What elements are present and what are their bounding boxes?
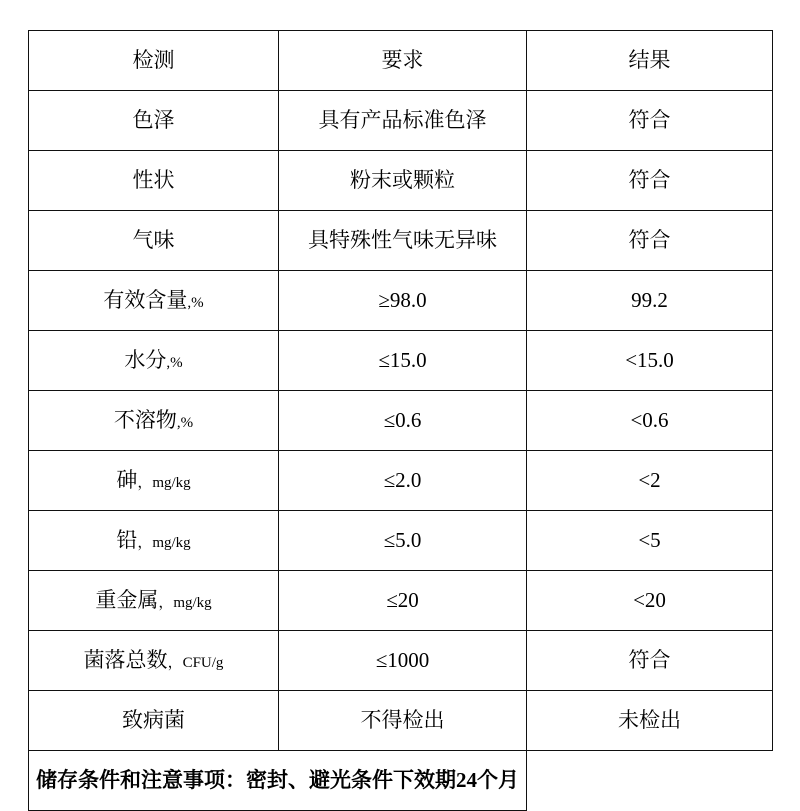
cell-requirement: ≤15.0: [279, 331, 527, 391]
specification-table-container: [28, 30, 772, 811]
cell-item: [29, 451, 279, 511]
item-label: 有效含量: [103, 288, 188, 313]
cell-item: [29, 511, 279, 571]
table-footer-row: [29, 751, 773, 811]
item-label: 菌落总数: [83, 648, 168, 673]
table-row: [29, 511, 773, 571]
cell-item: [29, 211, 279, 271]
item-unit: ,%: [187, 295, 204, 312]
cell-requirement: ≤0.6: [279, 391, 527, 451]
storage-conditions-note: 储存条件和注意事项：密封、避光条件下效期24个月: [29, 751, 527, 811]
item-unit: ，CFU/g: [167, 655, 224, 672]
item-label: 致病菌: [122, 708, 185, 733]
cell-requirement: ≤5.0: [279, 511, 527, 571]
item-unit: ，mg/kg: [137, 535, 191, 552]
table-row: [29, 211, 773, 271]
footer-empty-cell: [527, 751, 773, 811]
cell-result: 符合: [527, 211, 773, 271]
cell-item: [29, 151, 279, 211]
cell-result: <2: [527, 451, 773, 511]
item-label: 重金属: [95, 588, 159, 613]
cell-requirement: 具有产品标准色泽: [279, 91, 527, 151]
cell-item: [29, 571, 279, 631]
table-header-row: [29, 31, 773, 91]
table-row: [29, 691, 773, 751]
cell-requirement: ≤1000: [279, 631, 527, 691]
cell-requirement: ≥98.0: [279, 271, 527, 331]
item-label: 铅: [116, 528, 138, 553]
cell-item: [29, 691, 279, 751]
item-unit: ，mg/kg: [158, 595, 212, 612]
cell-result: <20: [527, 571, 773, 631]
item-unit: ,%: [166, 355, 183, 372]
item-label: 色泽: [132, 108, 175, 133]
column-header-requirement: 要求: [279, 31, 527, 91]
table-row: [29, 571, 773, 631]
table-row: [29, 91, 773, 151]
table-row: [29, 631, 773, 691]
item-label: 水分: [124, 348, 167, 373]
table-row: [29, 391, 773, 451]
cell-item: [29, 331, 279, 391]
cell-requirement: ≤20: [279, 571, 527, 631]
cell-item: [29, 271, 279, 331]
cell-item: [29, 91, 279, 151]
column-header-result: 结果: [527, 31, 773, 91]
cell-requirement: ≤2.0: [279, 451, 527, 511]
table-row: [29, 331, 773, 391]
cell-result: 符合: [527, 91, 773, 151]
cell-requirement: 具特殊性气味无异味: [279, 211, 527, 271]
item-unit: ，mg/kg: [137, 475, 191, 492]
cell-result: 符合: [527, 631, 773, 691]
cell-item: [29, 391, 279, 451]
cell-item: [29, 631, 279, 691]
item-label: 气味: [132, 228, 175, 253]
cell-result: <15.0: [527, 331, 773, 391]
item-unit: ,%: [176, 415, 194, 432]
cell-requirement: 不得检出: [279, 691, 527, 751]
specification-table: [28, 30, 773, 811]
item-label: 不溶物: [113, 408, 177, 433]
cell-result: 符合: [527, 151, 773, 211]
column-header-item: 检测: [29, 31, 279, 91]
table-row: [29, 451, 773, 511]
cell-result: 未检出: [527, 691, 773, 751]
item-label: 性状: [132, 168, 175, 193]
cell-result: 99.2: [527, 271, 773, 331]
table-row: [29, 151, 773, 211]
item-label: 砷: [116, 468, 138, 493]
table-row: [29, 271, 773, 331]
cell-result: <0.6: [527, 391, 773, 451]
cell-requirement: 粉末或颗粒: [279, 151, 527, 211]
cell-result: <5: [527, 511, 773, 571]
